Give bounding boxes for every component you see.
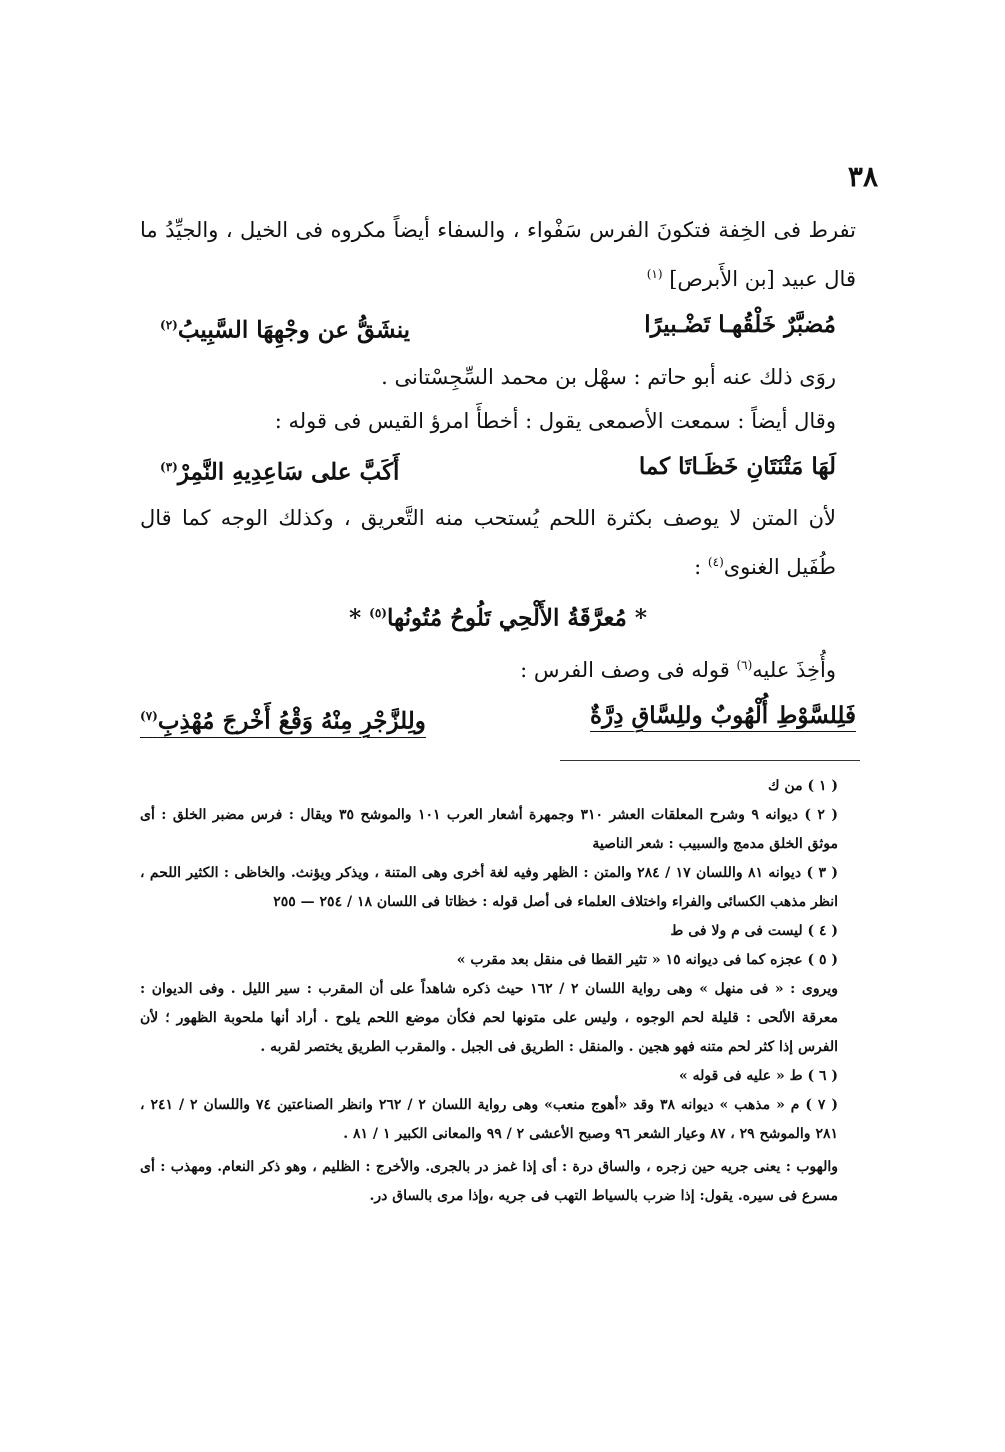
footnote-7-commentary: والهوب : يعنى جريه حين زجره ، والساق درة : أى إذا غمز در بالجرى. والأخرج : الظليم ، وهو ذكر النعام. ومهذب : أى مسرع فى سيره. يقول: إذا ضرب بالسياط التهب فى جريه ،وإذا مرى بالساق در. — [140, 1159, 838, 1204]
footnote-5-commentary: ويروى : « فى منهل » وهى رواية اللسان ٢ / ١٦٢ حيث ذكره شاهداً على أن المقرب : سير الليل . وفى الديوان : معرقة الألحى : قليلة لحم الوجوه ، وليس على متونها لحم فكأن موضع اللحم يلوح . أراد أنها ملحوبة الظهور ؛ لأن الفرس إذا كثر لحم متنه فهو هجين . والمنقل : الطريق فى الجبل . والمقرب الطريق يختصر لقربه . — [140, 981, 838, 1055]
verse-2 — [160, 443, 836, 497]
footnote-ref: (٤) — [707, 555, 724, 570]
footnote-ref: (٥) — [369, 606, 387, 621]
paragraph-4 — [140, 496, 856, 589]
footnotes — [140, 772, 860, 1211]
page-number: ٣٨ — [847, 160, 878, 193]
footnote-ref: (٣) — [160, 459, 178, 474]
footnote-ref: (١) — [646, 267, 663, 281]
footnote-5: ( ٥ ) عجزه كما فى ديوانه ١٥ « تثير القطا فى منقل بعد مقرب » — [456, 952, 838, 968]
footnote-2: ( ٢ ) ديوانه ٩ وشرح المعلقات العشر ٣١٠ وجمهرة أشعار العرب ١٠١ والموشح ٣٥ ويقال : فرس مضبر الخلق : أى موثق الخلق مدمج والسبيب : شعر الناصية — [140, 807, 839, 852]
paragraph-2: روَى ذلك عنه أبو حاتم : سهْل بن محمد السِّجِسْتانى . — [381, 364, 836, 389]
verse-star: * — [349, 604, 362, 632]
footnote-3: ( ٣ ) ديوانه ٨١ واللسان ١٧ / ٢٨٤ والمتن : الظهر وفيه لغة أخرى وهى المتنة ، ويذكر ويؤنث. والخاظى : الكثير اللحم ، انظر مذهب الكسائى والفراء واختلاف العلماء فى أصل قوله : خظاتا فى اللسان ١٨ / ٢٥٤ — ٢٥٥ — [140, 865, 838, 910]
footnote-4: ( ٤ ) ليست فى م ولا فى ط — [670, 923, 838, 939]
paragraph-5 — [140, 643, 856, 692]
footnote-ref: (٢) — [160, 318, 178, 332]
paragraph-colon: : — [694, 555, 702, 580]
paragraph-text: تفرط فى الخِفة فتكونَ الفرس سَفْواء ، والسفاء أيضاً مكروه فى الخيل ، والجيِّدُ ما قال عبيد [بن الأَبرص] — [140, 218, 856, 291]
verse-hemistich-first: لَهَا مَتْنَتَانِ خَظَـاتَا كما — [638, 452, 836, 480]
verse-text: ينشَقُّ عن وجْهِهَا السَّبِيبُ — [177, 316, 411, 344]
paragraph-text: لأن المتن لا يوصف بكثرة اللحم يُستحب منه التَّعريق ، وكذلك الوجه كما قال طُفَيل الغنوى — [140, 506, 836, 580]
footnote-ref: (٦) — [736, 657, 753, 672]
footnote-6: ( ٦ ) ط « عليه فى قوله » — [679, 1068, 838, 1084]
paragraph-3: وقال أيضاً : سمعت الأصمعى يقول : أخطأَ امرؤ القيس فى قوله : — [274, 408, 836, 433]
verse-1 — [160, 301, 836, 355]
verse-hemistich-first: مُضبَّرٌ خَلْقُهـا تَضْـبيرًا — [644, 311, 836, 338]
footnote-ref: (٧) — [140, 708, 158, 723]
footnote-1: ( ١ ) من ك — [768, 778, 838, 794]
verse-3 — [160, 589, 836, 643]
paragraph-text: وأُخِذَ عليه — [752, 657, 836, 682]
verse-hemistich-second — [160, 301, 410, 355]
paragraph-text: قوله فى وصف الفرس : — [520, 657, 730, 682]
verse-hemistich-second — [160, 443, 399, 497]
paragraph-1 — [140, 208, 856, 301]
verse-text: أَكَبَّ على سَاعِدِيهِ النَّمِرْ — [177, 458, 400, 486]
footnote-7: ( ٧ ) م « مذهب » ديوانه ٣٨ وقد «أهوج منعب» وهى رواية اللسان ٢ / ٢٦٢ وانظر الصناعتين ٧٤ واللسان ٢ / ٢٤١ ، ٢٨١ والموشح ٢٩ ، ٨٧ وعيار الشعر ٩٦ وصبح الأعشى ٢ / ٩٩ والمعانى الكبير ١ / ٨١ . — [140, 1097, 839, 1142]
verse-4 — [140, 692, 856, 746]
footnote-divider — [560, 760, 860, 761]
verse-line: * مُعرَّقَةُ الأَلْحِي تَلُوحُ مُتُونُها — [386, 604, 647, 632]
verse-hemistich-first: فَلِلسَّوْطِ أُلْهُوبٌ وللِسَّاقِ دِرَّةٌ — [590, 701, 856, 729]
verse-text — [349, 589, 647, 643]
verse-hemistich-second — [140, 692, 426, 746]
verse-text: ولِلزَّجْرِ مِنْهُ وَقْعُ أَخْرجَ مُهْذِبِ — [157, 707, 426, 735]
main-text — [140, 208, 856, 746]
